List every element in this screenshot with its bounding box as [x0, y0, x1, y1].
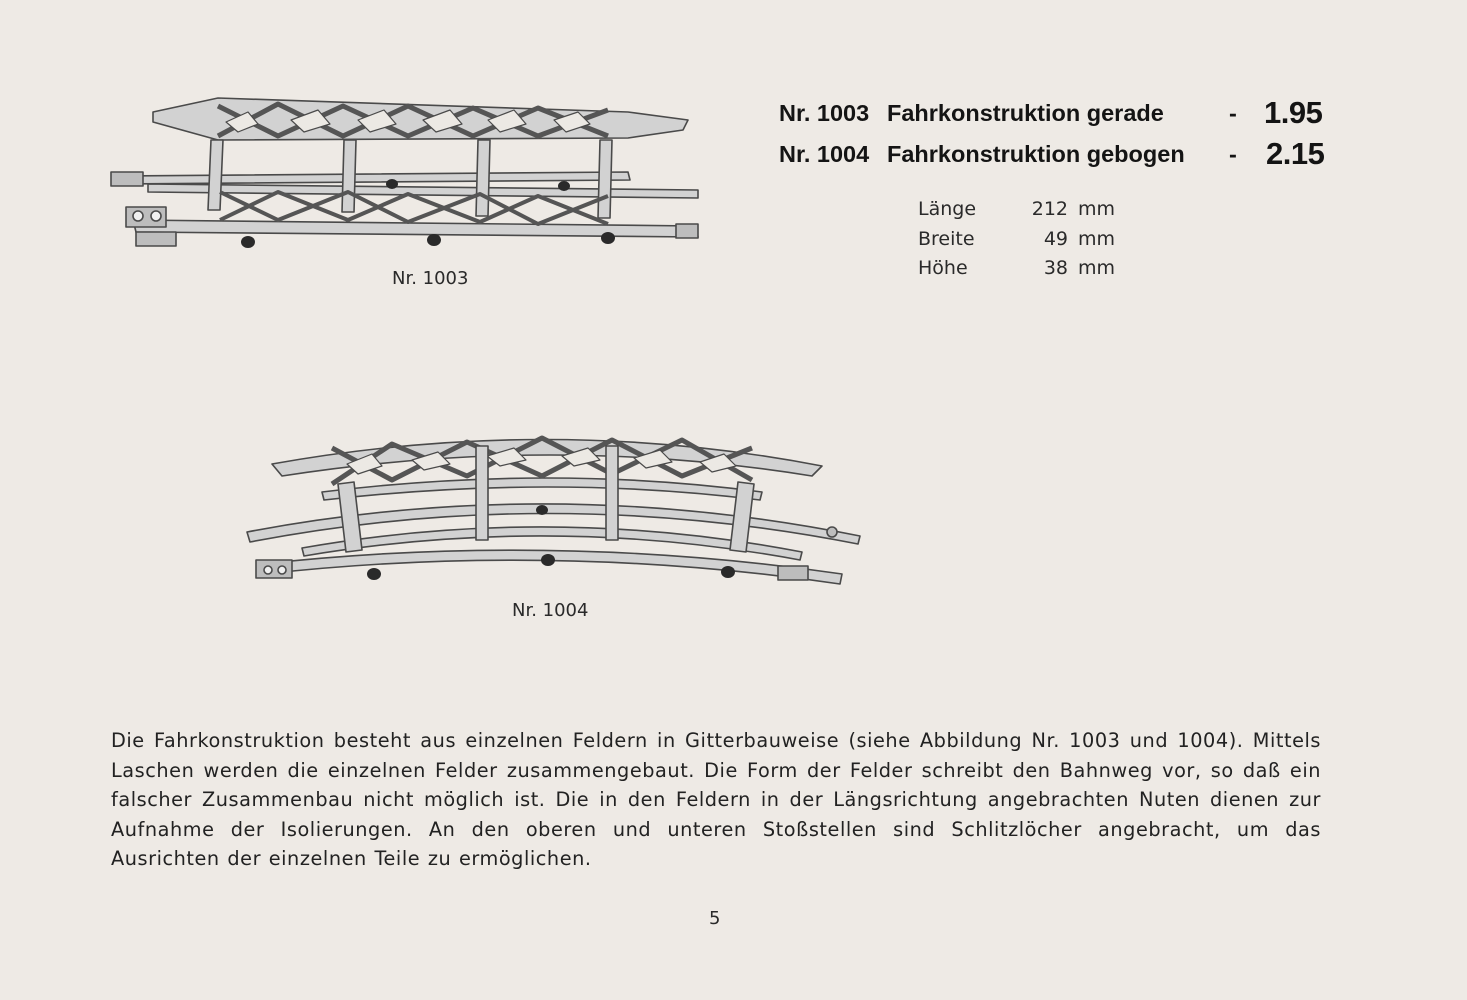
- dimension-value: 212: [1031, 198, 1068, 220]
- dimension-label: Höhe: [918, 257, 968, 279]
- dimension-value: 38: [1043, 257, 1068, 279]
- product-number: Nr. 1004: [779, 141, 870, 167]
- product-dash: -: [1229, 100, 1237, 126]
- dimension-label: Länge: [918, 198, 977, 220]
- dimension-unit: mm: [1078, 198, 1116, 220]
- dimension-unit: mm: [1078, 257, 1116, 279]
- description-paragraph: Die Fahrkonstruktion besteht aus einzelnen Feldern in Gitterbauweise (siehe Abbildung Nr. 1003 und 1004). Mittels Laschen werden die einzelnen Felder zusammengebaut. Die Form der Felder schreibt den Bahnweg vor, so daß ein falscher Zusammenbau nicht möglich ist. Die in den Feldern in der Längsrichtung angebrachten Nuten dienen zur Aufnahme der Isolierungen. An den oberen und unteren Stoßstellen sind Schlitzlöcher angebracht, um das Ausrichten der einzelnen Teile zu ermöglichen.: [111, 729, 1321, 871]
- dimension-value: 49: [1043, 227, 1068, 250]
- straight-girder-illustration: [108, 92, 708, 252]
- product-price: 2.15: [1266, 136, 1325, 171]
- product-dash: -: [1229, 141, 1237, 167]
- figure-caption-1003: Nr. 1003: [392, 268, 469, 289]
- dimension-unit: mm: [1078, 227, 1116, 250]
- curved-girder-illustration: [242, 424, 862, 594]
- product-name: Fahrkonstruktion gerade: [887, 100, 1164, 126]
- dimension-label: Breite: [918, 227, 975, 250]
- figure-caption-1004: Nr. 1004: [512, 600, 589, 621]
- product-line-1004: [779, 136, 1325, 173]
- page-number: 5: [709, 908, 721, 929]
- product-price: 1.95: [1264, 95, 1323, 130]
- product-number: Nr. 1003: [779, 100, 870, 126]
- product-line-1003: [779, 95, 1324, 132]
- product-name: Fahrkonstruktion gebogen: [887, 141, 1185, 167]
